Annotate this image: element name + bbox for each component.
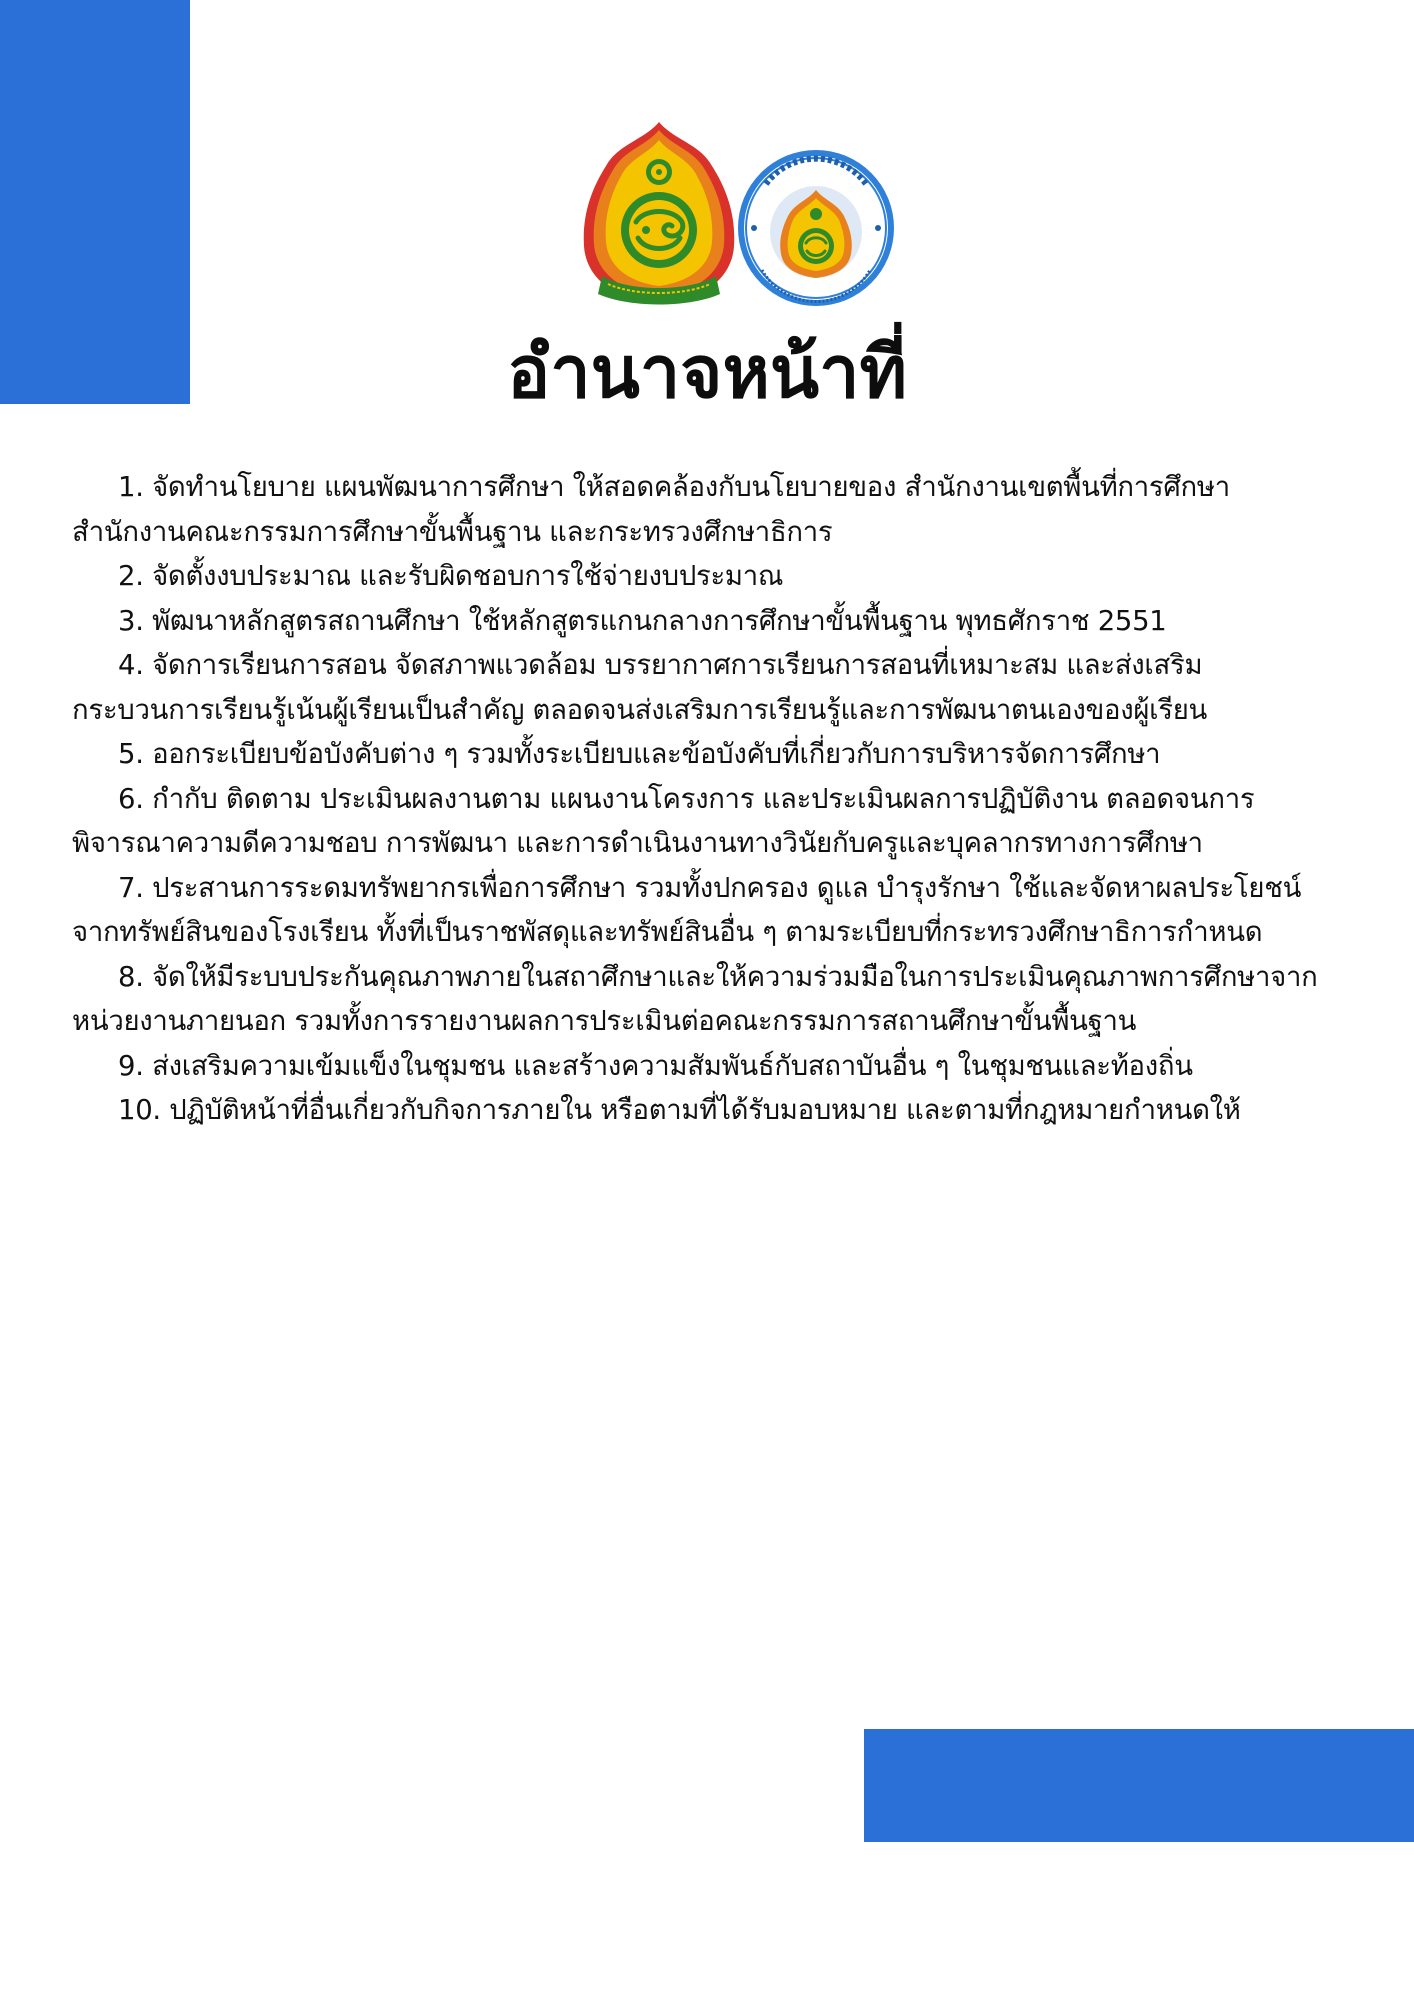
- school-seal-icon: [736, 148, 896, 308]
- duty-item-5: 5. ออกระเบียบข้อบังคับต่าง ๆ รวมทั้งระเบียบและข้อบังคับที่เกี่ยวกับการบริหารจัดการศึกษา: [118, 738, 1161, 770]
- duty-item-8: 8. จัดให้มีระบบประกันคุณภาพภายในสถาศึกษาและให้ความร่วมมือในการประเมินคุณภาพการศึกษาจากหน่วยงานภายนอก รวมทั้งการรายงานผลการประเมินต่อคณะกรรมการสถานศึกษาขั้นพื้นฐาน: [72, 960, 1318, 1037]
- page-title: อำนาจหน้าที่: [506, 330, 908, 414]
- duty-item-7: 7. ประสานการระดมทรัพยากรเพื่อการศึกษา รวมทั้งปกครอง ดูแล บำรุงรักษา ใช้และจัดหาผลประโยชน์จากทรัพย์สินของโรงเรียน ทั้งที่เป็นราชพัสดุและทรัพย์สินอื่น ๆ ตามระเบียบที่กระทรวงศึกษาธิการกำหนด: [72, 871, 1302, 948]
- duty-item-9: 9. ส่งเสริมความเข้มแข็งในชุมชน และสร้างความสัมพันธ์กับสถาบันอื่น ๆ ในชุมชนและท้องถิ่น: [118, 1049, 1193, 1082]
- duty-item-3: 3. พัฒนาหลักสูตรสถานศึกษา ใช้หลักสูตรแกนกลางการศึกษาขั้นพื้นฐาน พุทธศักราช 2551: [118, 604, 1167, 637]
- obec-emblem-icon: [574, 118, 744, 308]
- duty-item-1: 1. จัดทำนโยบาย แผนพัฒนาการศึกษา ให้สอดคล้องกับนโยบายของ สำนักงานเขตพื้นที่การศึกษาสำนักงานคณะกรรมการศึกษาขั้นพื้นฐาน และกระทรวงศึกษาธิการ: [72, 471, 1230, 548]
- duty-item-6: 6. กำกับ ติดตาม ประเมินผลงานตาม แผนงานโครงการ และประเมินผลการปฏิบัติงาน ตลอดจนการพิจารณาความดีความชอบ การพัฒนา และการดำเนินงานทางวินัยกับครูและบุคลากรทางการศึกษา: [72, 782, 1255, 859]
- duty-item-10: 10. ปฏิบัติหน้าที่อื่นเกี่ยวกับกิจการภายใน หรือตามที่ได้รับมอบหมาย และตามที่กฎหมายกำหนดให้: [118, 1094, 1241, 1126]
- duty-item-2: 2. จัดตั้งงบประมาณ และรับผิดชอบการใช้จ่ายงบประมาณ: [118, 560, 784, 592]
- duties-list: [72, 465, 1342, 1133]
- duty-item-4: 4. จัดการเรียนการสอน จัดสภาพแวดล้อม บรรยากาศการเรียนการสอนที่เหมาะสม และส่งเสริมกระบวนการเรียนรู้เน้นผู้เรียนเป็นสำคัญ ตลอดจนส่งเสริมการเรียนรู้และการพัฒนาตนเองของผู้เรียน: [72, 649, 1208, 726]
- blue-accent-block-bottom: [864, 1729, 1414, 1842]
